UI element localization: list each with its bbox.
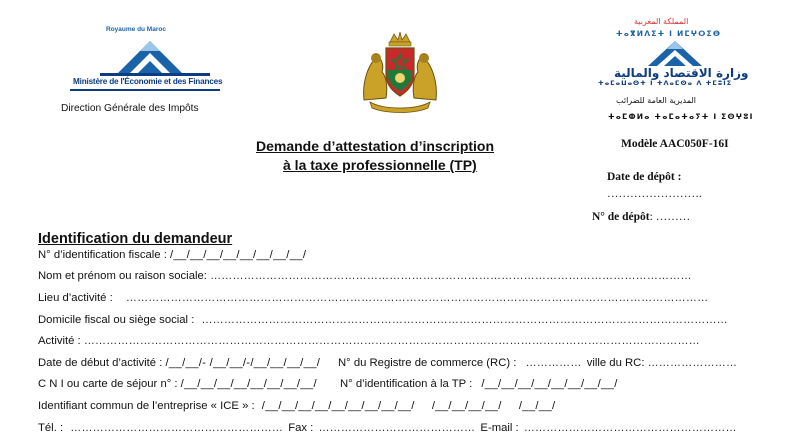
id-fiscal-label: N° d’identification fiscale :: [38, 249, 167, 261]
pyramid-logo-icon: [100, 35, 210, 77]
field-rc: [338, 357, 737, 369]
dgi-logo-left: [60, 26, 230, 118]
deposit-number: [592, 211, 690, 223]
kingdom-label-tifinagh: ⵜⴰⴳⵍⴷⵉⵜ ⵏ ⵍⵎⵖⵔⵉⴱ: [616, 29, 722, 38]
rc-input[interactable]: ……………: [525, 357, 582, 369]
directorate-label-tifinagh: ⵜⴰⵎⵀⵍⴰ ⵜⴰⵎⴰⵜⴰⵢⵜ ⵏ ⵉⵙⵖⵓⵏ: [608, 112, 754, 121]
id-fiscal-input[interactable]: /__/__/__/__/__/__/__/__/: [170, 249, 307, 261]
tel-input[interactable]: …………………………………………………: [70, 422, 284, 434]
domicile-label: Domicile fiscal ou siège social :: [38, 314, 195, 326]
form-title-line1: Demande d’attestation d’inscription: [256, 138, 495, 154]
section-title: Identification du demandeur: [38, 231, 233, 247]
email-label: E-mail :: [480, 422, 519, 434]
ville-rc-input[interactable]: ……………………: [647, 357, 738, 369]
activite-input[interactable]: …………………………………………………………………………………………………………………………………………………: [83, 335, 700, 347]
form-title-line2: à la taxe professionnelle (TP): [283, 157, 477, 173]
deposit-number-value: : ………: [649, 211, 691, 223]
nom-label: Nom et prénom ou raison sociale:: [38, 270, 207, 282]
field-domicile: [38, 314, 728, 326]
ministry-label-fr: Ministère de l'Économie et des Finances: [73, 77, 223, 86]
deposit-date: [607, 171, 681, 183]
deposit-number-label: N° de dépôt: [592, 211, 650, 223]
deposit-date-value: …………………….: [607, 188, 702, 200]
directorate-label-fr: Direction Générale des Impôts: [61, 103, 199, 114]
ice-input-part2[interactable]: /__/__/__/__/: [431, 400, 502, 412]
email-input[interactable]: …………………………………………………: [523, 422, 737, 434]
domicile-input[interactable]: ……………………………………………………………………………………………………………………………: [201, 314, 728, 326]
fax-input[interactable]: ……………………………………: [318, 422, 476, 434]
ministry-label-ar: وزارة الاقتصاد والمالية: [614, 66, 749, 80]
field-lieu: [38, 292, 708, 304]
kingdom-label-fr: Royaume du Maroc: [106, 26, 166, 33]
cni-label: C N I ou carte de séjour n° :: [38, 378, 178, 390]
field-date-debut: [38, 357, 320, 369]
field-cni: [38, 378, 317, 390]
field-activite: [38, 335, 700, 347]
id-tp-label: N° d’identification à la TP :: [340, 378, 473, 390]
ice-label: Identifiant commun de l’entreprise « ICE » :: [38, 400, 255, 412]
logo-divider: [70, 89, 220, 91]
date-debut-label: Date de début d’activité :: [38, 357, 163, 369]
lieu-input[interactable]: …………………………………………………………………………………………………………………………………………: [125, 292, 709, 304]
ice-input-part3[interactable]: /__/__/: [518, 400, 556, 412]
rc-label: N° du Registre de commerce (RC) :: [338, 357, 517, 369]
fax-label: Fax :: [288, 422, 314, 434]
cni-input[interactable]: /__/__/__/__/__/__/__/__/: [180, 378, 317, 390]
dgi-logo-right: [570, 14, 780, 134]
id-tp-input[interactable]: /__/__/__/__/__/__/__/__/: [481, 378, 618, 390]
kingdom-label-ar: المملكة المغربية: [634, 17, 689, 26]
activite-label: Activité :: [38, 335, 81, 347]
nom-input[interactable]: …………………………………………………………………………………………………………………: [210, 270, 692, 282]
ice-input-part1[interactable]: /__/__/__/__/__/__/__/__/__/: [261, 400, 415, 412]
form-model-code: Modèle AAC050F-16I: [621, 138, 729, 150]
field-id-fiscal: [38, 249, 306, 261]
date-debut-input[interactable]: /__/__/- /__/__/-/__/__/__/__/: [165, 357, 321, 369]
lieu-label: Lieu d’activité :: [38, 292, 113, 304]
deposit-date-label: Date de dépôt :: [607, 171, 682, 183]
field-ice: [38, 400, 555, 412]
tel-label: Tél. :: [38, 422, 64, 434]
field-contact: [38, 422, 737, 434]
field-nom: [38, 270, 692, 282]
moroccan-coat-of-arms-icon: [358, 30, 442, 114]
pyramid-logo-icon: [640, 39, 710, 67]
field-id-tp: [340, 378, 618, 390]
ville-rc-label: ville du RC:: [586, 357, 645, 369]
ministry-label-tifinagh: ⵜⴰⵎⴰⵡⴰⵙⵜ ⵏ ⵜⴷⴰⵎⵙⴰ ⴷ ⵜⵎⵓⵏⵉ: [598, 79, 733, 87]
directorate-label-ar: المديرية العامة للضرائب: [616, 96, 696, 105]
